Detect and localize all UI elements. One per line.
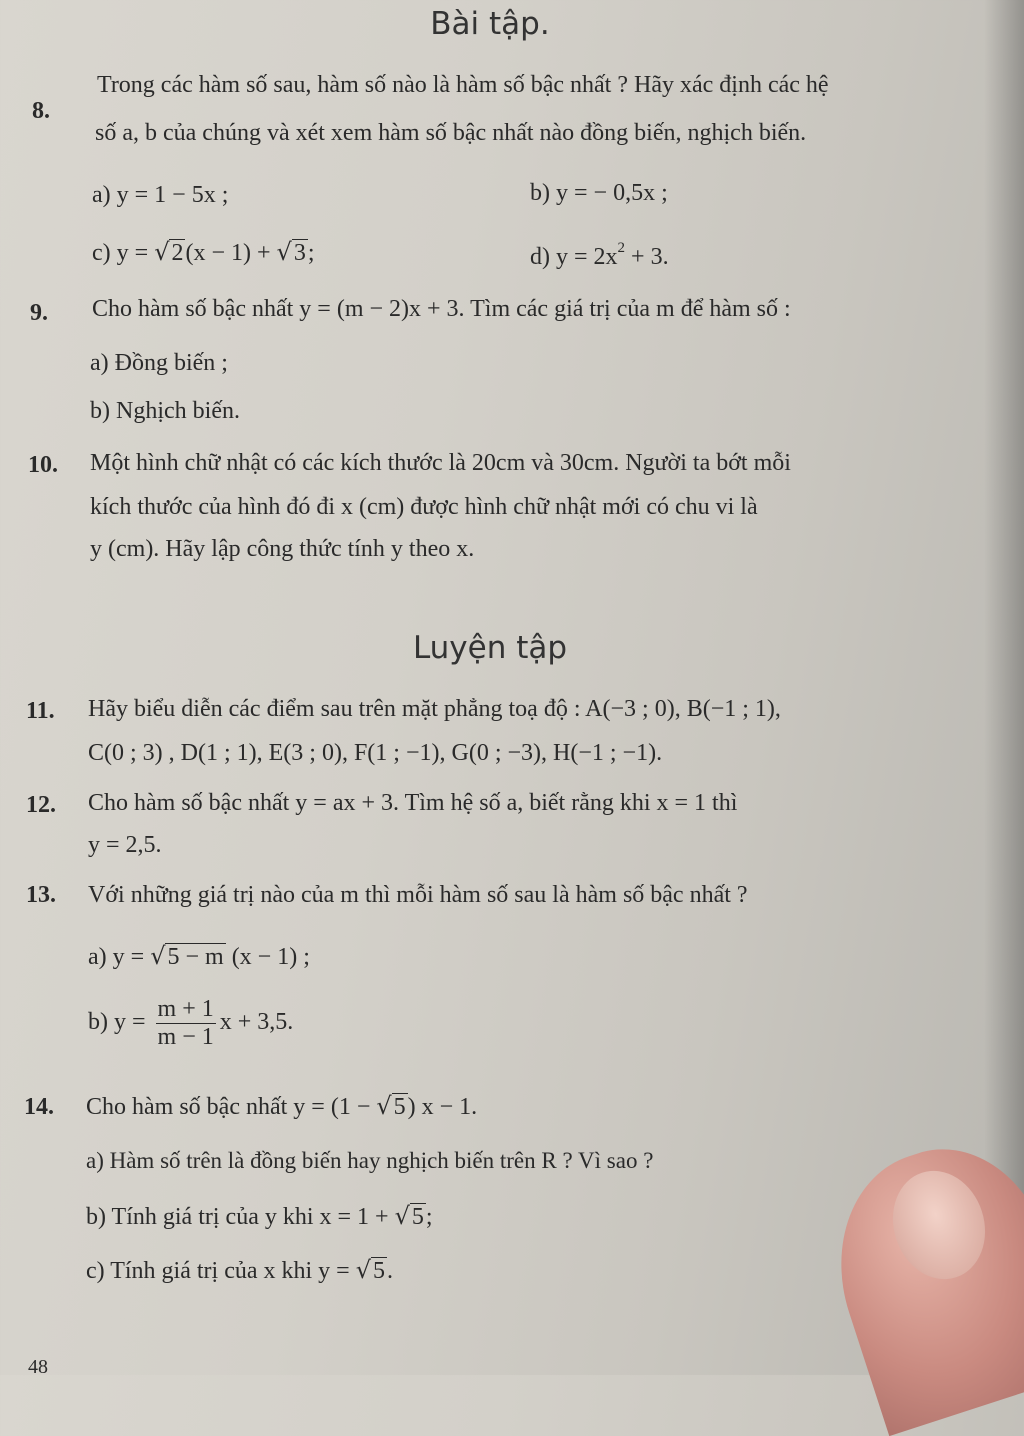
exercise-11-number: 11. [26,698,55,724]
exercise-9-text: Cho hàm số bậc nhất y = (m − 2)x + 3. Tìm các giá trị của m để hàm số : [92,296,791,322]
exercise-9-number: 9. [30,300,48,326]
exercise-8-b: b) y = − 0,5x ; [530,180,668,206]
exercise-13-text: Với những giá trị nào của m thì mỗi hàm số sau là hàm số bậc nhất ? [88,882,748,908]
exercise-10-text-2: kích thước của hình đó đi x (cm) được hình chữ nhật mới có chu vi là [90,494,758,520]
heading-luyen-tap: Luyện tập [412,630,568,666]
exercise-14-b: b) Tính giá trị của y khi x = 1 + √5; [86,1202,433,1230]
exercise-14-number: 14. [24,1094,54,1120]
exercise-14-a: a) Hàm số trên là đồng biến hay nghịch biến trên R ? Vì sao ? [86,1148,654,1173]
page-number: 48 [28,1356,48,1378]
exercise-8-number: 8. [32,98,50,124]
exercise-9-b: b) Nghịch biến. [90,398,240,424]
exercise-8-c: c) y = √2(x − 1) + √3; [92,238,315,266]
exercise-8-a: a) y = 1 − 5x ; [92,182,229,208]
exercise-11-text-2: C(0 ; 3) , D(1 ; 1), E(3 ; 0), F(1 ; −1), G(0 ; −3), H(−1 ; −1). [88,740,663,766]
exercise-12-text-1: Cho hàm số bậc nhất y = ax + 3. Tìm hệ số a, biết rằng khi x = 1 thì [88,790,738,816]
exercise-13-b: b) y = $\frac{m + 1}{m - 1}$ x + 3,5. [88,996,294,1050]
exercise-13-number: 13. [26,882,56,908]
exercise-9-a: a) Đồng biến ; [90,350,228,376]
exercise-12-number: 12. [26,792,56,818]
heading-bai-tap: Bài tập. [430,6,550,42]
exercise-14-text: Cho hàm số bậc nhất y = (1 − √5) x − 1. [86,1092,478,1120]
exercise-12-text-2: y = 2,5. [88,832,162,858]
exercise-11-text-1: Hãy biểu diễn các điểm sau trên mặt phẳng toạ độ : A(−3 ; 0), B(−1 ; 1), [88,696,781,722]
exercise-8-d: d) $y = 2x^2 + 3$. [530,240,669,270]
exercise-8-text-2: số a, b của chúng và xét xem hàm số bậc nhất nào đồng biến, nghịch biến. [95,120,807,146]
exercise-10-text-3: y (cm). Hãy lập công thức tính y theo x. [90,536,475,562]
exercise-13-a: a) y = √5 − m (x − 1) ; [88,942,310,970]
finger-decoration [809,1124,1024,1436]
exercise-8-text-1: Trong các hàm số sau, hàm số nào là hàm số bậc nhất ? Hãy xác định các hệ [97,72,829,98]
exercise-10-text-1: Một hình chữ nhật có các kích thước là 20cm và 30cm. Người ta bớt mỗi [90,450,791,476]
exercise-10-number: 10. [28,452,58,478]
exercise-14-c: c) Tính giá trị của x khi y = √5. [86,1256,393,1284]
fraction: $\frac{m + 1}{m - 1}$ [157,996,214,1050]
